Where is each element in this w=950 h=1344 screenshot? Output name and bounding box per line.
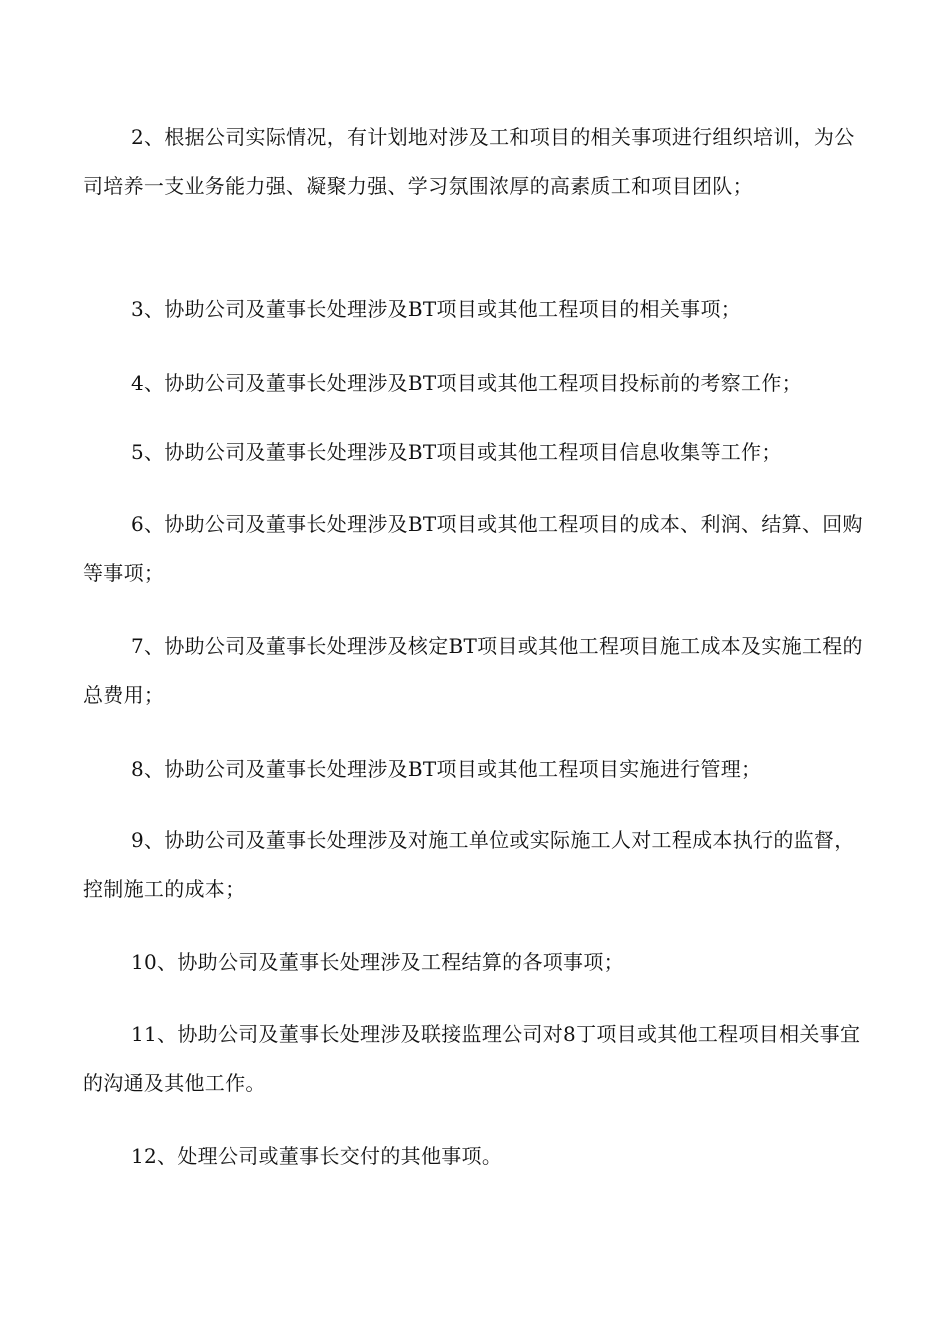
paragraph-item-12: 12、处理公司或董事长交付的其他事项。: [131, 1144, 503, 1168]
paragraph-item-10: 10、协助公司及董事长处理涉及工程结算的各项事项；: [131, 950, 624, 974]
paragraph-item-5: 5、协助公司及董事长处理涉及BT项目或其他工程项目信息收集等工作；: [131, 440, 782, 464]
paragraph-item-4: 4、协助公司及董事长处理涉及BT项目或其他工程项目投标前的考察工作；: [131, 371, 802, 395]
paragraph-item-2: 2、根据公司实际情况，有计划地对涉及工和项目的相关事项进行组织培训，为公司培养一支业务能力强、凝聚力强、学习氛围浓厚的高素质工和项目团队；: [83, 125, 855, 198]
paragraph-item-11: 11、协助公司及董事长处理涉及联接监理公司对8丁项目或其他工程项目相关事宜的沟通及其他工作。: [83, 1022, 861, 1095]
paragraph-item-7: 7、协助公司及董事长处理涉及核定BT项目或其他工程项目施工成本及实施工程的总费用；: [83, 634, 863, 707]
paragraph-item-9: 9、协助公司及董事长处理涉及对施工单位或实际施工人对工程成本执行的监督，控制施工的成本；: [83, 828, 855, 901]
paragraph-item-3: 3、协助公司及董事长处理涉及BT项目或其他工程项目的相关事项；: [131, 297, 742, 321]
paragraph-item-8: 8、协助公司及董事长处理涉及BT项目或其他工程项目实施进行管理；: [131, 757, 762, 781]
paragraph-item-6: 6、协助公司及董事长处理涉及BT项目或其他工程项目的成本、利润、结算、回购等事项；: [83, 512, 863, 585]
